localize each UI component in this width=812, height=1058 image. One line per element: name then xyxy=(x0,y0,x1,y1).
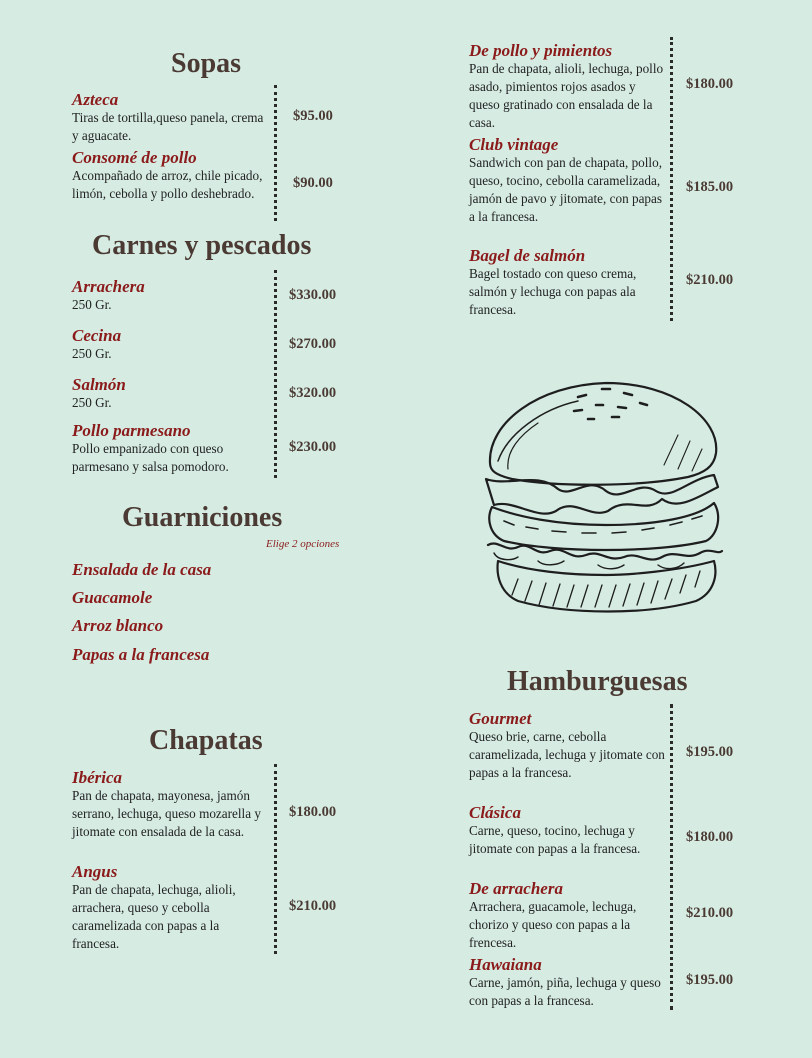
menu-item-azteca xyxy=(72,91,268,145)
item-name: Clásica xyxy=(469,803,521,822)
guarniciones-note: Elige 2 opciones xyxy=(266,538,340,550)
item-name: Angus xyxy=(72,862,118,881)
chapatas-title: Chapatas xyxy=(149,725,263,756)
item-price: $270.00 xyxy=(289,336,337,352)
item-price: $180.00 xyxy=(686,76,734,92)
item-price: $185.00 xyxy=(686,179,734,195)
item-description: Pan de chapata, lechuga, alioli, arrachera, queso y cebolla caramelizada con papas a la francesa. xyxy=(72,882,236,951)
item-description: Bagel tostado con queso crema, salmón y lechuga con papas ala francesa. xyxy=(469,266,637,317)
item-price: $180.00 xyxy=(289,804,337,820)
item-name: Azteca xyxy=(72,90,119,109)
item-name: Bagel de salmón xyxy=(469,246,586,265)
carnes-title: Carnes y pescados xyxy=(92,230,312,261)
menu-item-arrachera xyxy=(72,278,268,314)
sandwiches-dotted-divider xyxy=(670,37,673,321)
item-description: Arrachera, guacamole, lechuga, chorizo y queso con papas a la frencesa. xyxy=(469,899,637,950)
item-description: Acompañado de arroz, chile picado, limón, cebolla y pollo deshebrado. xyxy=(72,168,263,201)
item-price: $90.00 xyxy=(293,175,333,191)
item-name: De pollo y pimientos xyxy=(469,41,613,60)
menu-item-pollo-parmesano xyxy=(72,422,268,476)
item-name: Gourmet xyxy=(469,709,532,728)
item-price: $180.00 xyxy=(686,829,734,845)
item-description: 250 Gr. xyxy=(72,297,112,312)
item-price: $195.00 xyxy=(686,744,734,760)
item-price: $320.00 xyxy=(289,385,337,401)
hamburguesas-title: Hamburguesas xyxy=(507,666,688,697)
sopas-title: Sopas xyxy=(171,48,242,79)
menu-item-bagel-de-salmon xyxy=(469,247,665,319)
item-name: Ibérica xyxy=(72,768,123,787)
menu-item-clasica xyxy=(469,804,665,858)
item-description: Sandwich con pan de chapata, pollo, queso, tocino, cebolla caramelizada, jamón de pavo y jitomate, con papas a la francesa. xyxy=(469,155,662,224)
item-name: Arrachera xyxy=(72,277,145,296)
item-name: De arrachera xyxy=(469,879,563,898)
side-option: Ensalada de la casa xyxy=(72,560,212,579)
item-price: $195.00 xyxy=(686,972,734,988)
menu-item-hawaiana xyxy=(469,956,665,1010)
item-price: $95.00 xyxy=(293,108,333,124)
hamburguesas-dotted-divider xyxy=(670,704,673,1010)
item-description: Pan de chapata, mayonesa, jamón serrano, lechuga, queso mozarella y jitomate con ensalada de la casa. xyxy=(72,788,261,839)
menu-item-angus xyxy=(72,863,268,953)
item-name: Salmón xyxy=(72,375,126,394)
item-price: $210.00 xyxy=(686,272,734,288)
carnes-dotted-divider xyxy=(274,270,277,478)
item-price: $210.00 xyxy=(686,905,734,921)
sopas-dotted-divider xyxy=(274,85,277,221)
menu-item-de-pollo-y-pimientos xyxy=(469,42,665,132)
item-price: $230.00 xyxy=(289,439,337,455)
menu-item-iberica xyxy=(72,769,268,841)
menu-item-cecina xyxy=(72,327,268,363)
item-name: Pollo parmesano xyxy=(72,421,191,440)
item-price: $330.00 xyxy=(289,287,337,303)
side-option: Guacamole xyxy=(72,588,153,607)
item-name: Hawaiana xyxy=(469,955,542,974)
item-price: $210.00 xyxy=(289,898,337,914)
side-option: Arroz blanco xyxy=(72,616,164,635)
menu-item-salmon xyxy=(72,376,268,412)
item-description: 250 Gr. xyxy=(72,395,112,410)
side-option: Papas a la francesa xyxy=(72,645,210,664)
chapatas-dotted-divider xyxy=(274,764,277,954)
item-description: Pollo empanizado con queso parmesano y salsa pomodoro. xyxy=(72,441,229,474)
menu-item-de-arrachera xyxy=(469,880,665,952)
menu-item-gourmet xyxy=(469,710,665,782)
menu-item-club-vintage xyxy=(469,136,665,226)
item-description: Carne, queso, tocino, lechuga y jitomate con papas a la francesa. xyxy=(469,823,641,856)
item-description: 250 Gr. xyxy=(72,346,112,361)
item-description: Pan de chapata, alioli, lechuga, pollo asado, pimientos rojos asados y queso gratinado con ensalada de la casa. xyxy=(469,61,664,130)
item-name: Consomé de pollo xyxy=(72,148,197,167)
item-name: Club vintage xyxy=(469,135,559,154)
menu-item-consome-de-pollo xyxy=(72,149,268,203)
item-description: Queso brie, carne, cebolla caramelizada, lechuga y jitomate con papas a la francesa. xyxy=(469,729,665,780)
item-description: Carne, jamón, piña, lechuga y queso con papas a la francesa. xyxy=(469,975,661,1008)
guarniciones-title: Guarniciones xyxy=(122,502,283,533)
item-name: Cecina xyxy=(72,326,122,345)
item-description: Tiras de tortilla,queso panela, crema y aguacate. xyxy=(72,110,264,143)
burger-icon xyxy=(478,375,728,625)
